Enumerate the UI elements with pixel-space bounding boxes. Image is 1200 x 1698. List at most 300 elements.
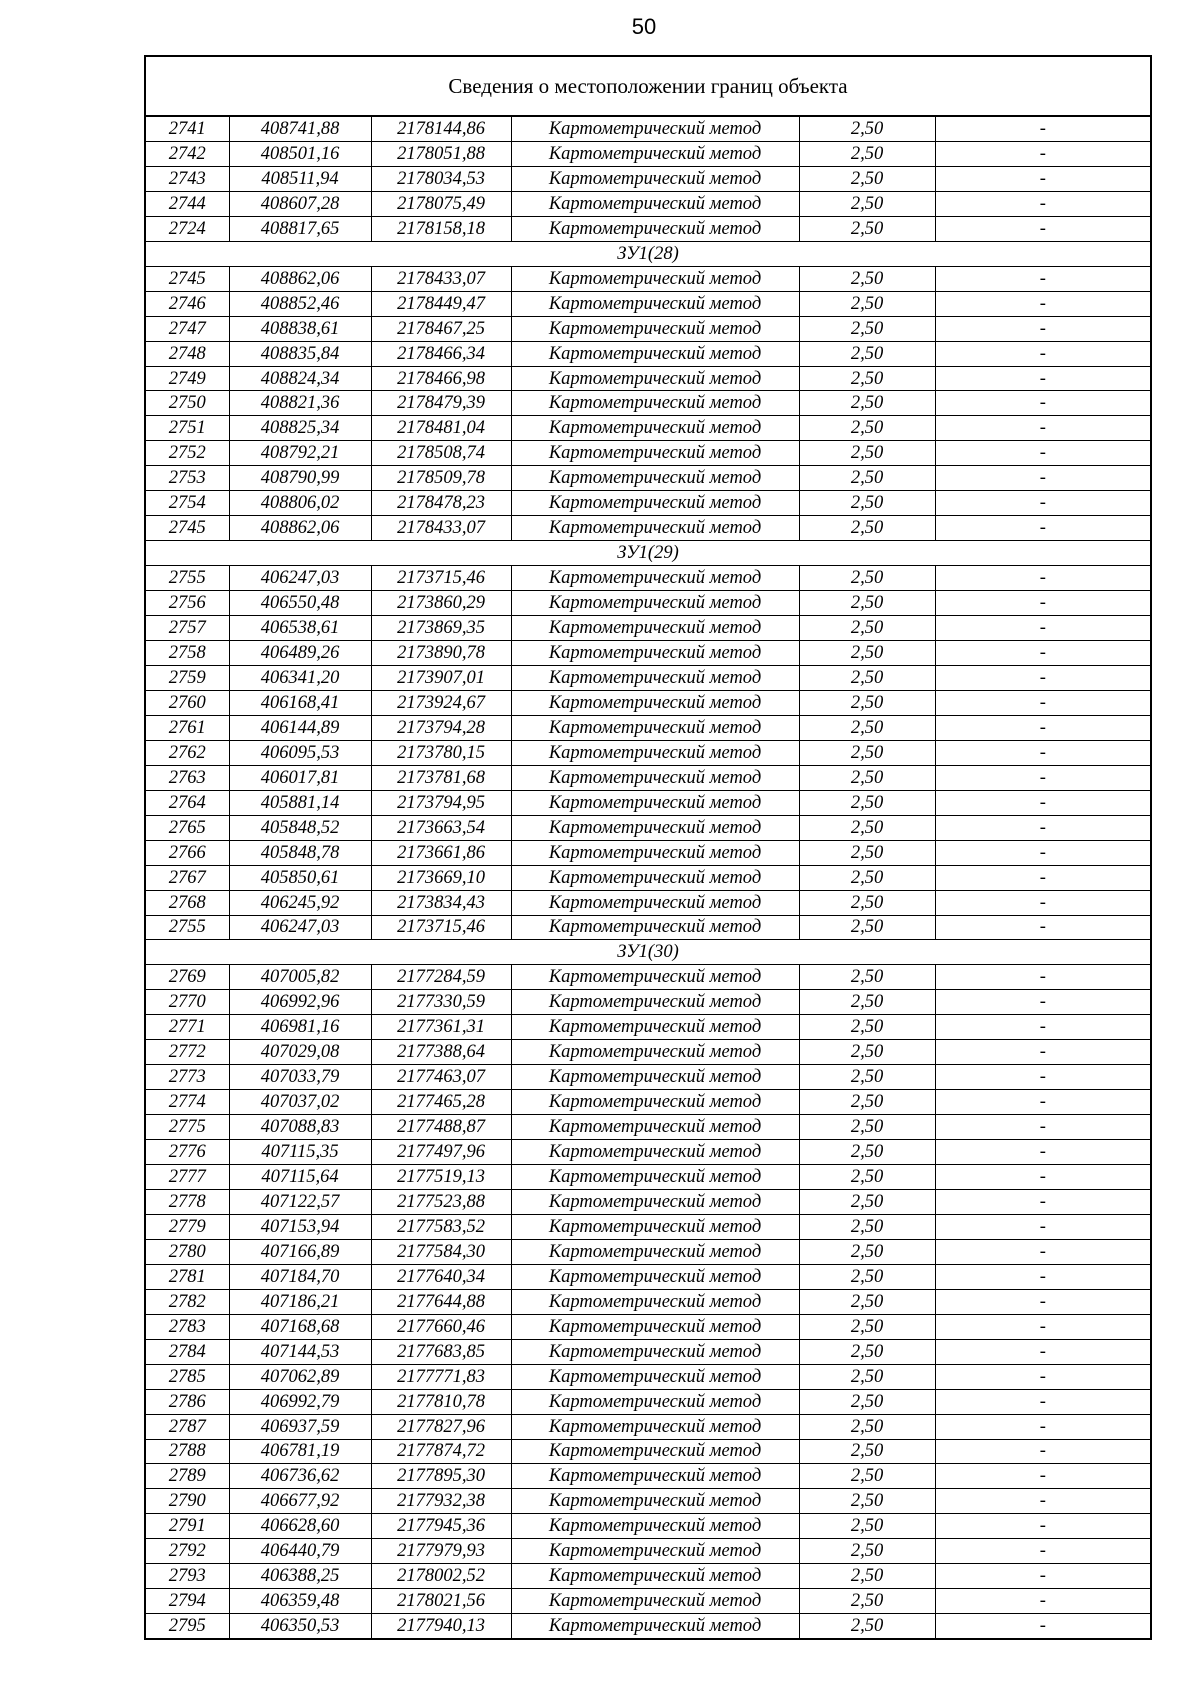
x-coordinate-cell: 405850,61 — [229, 865, 371, 890]
description-cell: - — [935, 416, 1151, 441]
x-coordinate-cell: 408835,84 — [229, 341, 371, 366]
description-cell: - — [935, 1090, 1151, 1115]
y-coordinate-cell: 2173663,54 — [371, 815, 511, 840]
accuracy-cell: 2,50 — [799, 1264, 935, 1289]
x-coordinate-cell: 407037,02 — [229, 1090, 371, 1115]
table-row — [145, 466, 1151, 491]
point-number-cell: 2787 — [145, 1414, 229, 1439]
method-cell: Картометрический метод — [511, 491, 799, 516]
point-number-cell: 2771 — [145, 1015, 229, 1040]
point-number-cell: 2767 — [145, 865, 229, 890]
table-row — [145, 366, 1151, 391]
point-number-cell: 2784 — [145, 1339, 229, 1364]
point-number-cell: 2751 — [145, 416, 229, 441]
accuracy-cell: 2,50 — [799, 765, 935, 790]
x-coordinate-cell: 405848,52 — [229, 815, 371, 840]
point-number-cell: 2766 — [145, 840, 229, 865]
accuracy-cell: 2,50 — [799, 291, 935, 316]
x-coordinate-cell: 407184,70 — [229, 1264, 371, 1289]
y-coordinate-cell: 2178051,88 — [371, 141, 511, 166]
y-coordinate-cell: 2177827,96 — [371, 1414, 511, 1439]
x-coordinate-cell: 407115,64 — [229, 1165, 371, 1190]
description-cell: - — [935, 1539, 1151, 1564]
y-coordinate-cell: 2177895,30 — [371, 1464, 511, 1489]
y-coordinate-cell: 2178467,25 — [371, 316, 511, 341]
table-row — [145, 715, 1151, 740]
accuracy-cell: 2,50 — [799, 815, 935, 840]
y-coordinate-cell: 2173669,10 — [371, 865, 511, 890]
accuracy-cell: 2,50 — [799, 790, 935, 815]
description-cell: - — [935, 665, 1151, 690]
method-cell: Картометрический метод — [511, 865, 799, 890]
description-cell: - — [935, 391, 1151, 416]
x-coordinate-cell: 406981,16 — [229, 1015, 371, 1040]
description-cell: - — [935, 166, 1151, 191]
table-row — [145, 1489, 1151, 1514]
section-header-row — [145, 541, 1151, 566]
x-coordinate-cell: 406245,92 — [229, 890, 371, 915]
table-row — [145, 1414, 1151, 1439]
y-coordinate-cell: 2173715,46 — [371, 566, 511, 591]
method-cell: Картометрический метод — [511, 391, 799, 416]
point-number-cell: 2782 — [145, 1289, 229, 1314]
method-cell: Картометрический метод — [511, 1389, 799, 1414]
point-number-cell: 2778 — [145, 1189, 229, 1214]
table-row — [145, 1389, 1151, 1414]
x-coordinate-cell: 406350,53 — [229, 1614, 371, 1639]
description-cell: - — [935, 1264, 1151, 1289]
description-cell: - — [935, 1065, 1151, 1090]
table-row — [145, 665, 1151, 690]
table-row — [145, 1214, 1151, 1239]
table-row — [145, 316, 1151, 341]
description-cell: - — [935, 965, 1151, 990]
x-coordinate-cell: 407153,94 — [229, 1214, 371, 1239]
description-cell: - — [935, 616, 1151, 641]
y-coordinate-cell: 2173794,95 — [371, 790, 511, 815]
point-number-cell: 2749 — [145, 366, 229, 391]
point-number-cell: 2773 — [145, 1065, 229, 1090]
description-cell: - — [935, 1439, 1151, 1464]
description-cell: - — [935, 990, 1151, 1015]
description-cell: - — [935, 1564, 1151, 1589]
description-cell: - — [935, 1589, 1151, 1614]
accuracy-cell: 2,50 — [799, 915, 935, 940]
method-cell: Картометрический метод — [511, 216, 799, 241]
accuracy-cell: 2,50 — [799, 1065, 935, 1090]
point-number-cell: 2793 — [145, 1564, 229, 1589]
y-coordinate-cell: 2178002,52 — [371, 1564, 511, 1589]
accuracy-cell: 2,50 — [799, 616, 935, 641]
accuracy-cell: 2,50 — [799, 641, 935, 666]
x-coordinate-cell: 408821,36 — [229, 391, 371, 416]
method-cell: Картометрический метод — [511, 141, 799, 166]
section-header-row — [145, 940, 1151, 965]
point-number-cell: 2756 — [145, 591, 229, 616]
accuracy-cell: 2,50 — [799, 366, 935, 391]
description-cell: - — [935, 1015, 1151, 1040]
table-title-row — [145, 56, 1151, 116]
y-coordinate-cell: 2177584,30 — [371, 1239, 511, 1264]
x-coordinate-cell: 407033,79 — [229, 1065, 371, 1090]
point-number-cell: 2724 — [145, 216, 229, 241]
method-cell: Картометрический метод — [511, 416, 799, 441]
x-coordinate-cell: 406168,41 — [229, 690, 371, 715]
x-coordinate-cell: 406550,48 — [229, 591, 371, 616]
y-coordinate-cell: 2177660,46 — [371, 1314, 511, 1339]
y-coordinate-cell: 2178509,78 — [371, 466, 511, 491]
description-cell: - — [935, 1389, 1151, 1414]
method-cell: Картометрический метод — [511, 815, 799, 840]
y-coordinate-cell: 2178021,56 — [371, 1589, 511, 1614]
point-number-cell: 2755 — [145, 915, 229, 940]
accuracy-cell: 2,50 — [799, 266, 935, 291]
accuracy-cell: 2,50 — [799, 990, 935, 1015]
page-number: 50 — [631, 14, 657, 39]
description-cell: - — [935, 316, 1151, 341]
method-cell: Картометрический метод — [511, 840, 799, 865]
method-cell: Картометрический метод — [511, 191, 799, 216]
y-coordinate-cell: 2173860,29 — [371, 591, 511, 616]
accuracy-cell: 2,50 — [799, 1239, 935, 1264]
section-label: ЗУ1(29) — [145, 541, 1151, 566]
table-row — [145, 1090, 1151, 1115]
y-coordinate-cell: 2178433,07 — [371, 516, 511, 541]
table-row — [145, 391, 1151, 416]
accuracy-cell: 2,50 — [799, 1564, 935, 1589]
table-row — [145, 566, 1151, 591]
point-number-cell: 2791 — [145, 1514, 229, 1539]
x-coordinate-cell: 406992,79 — [229, 1389, 371, 1414]
x-coordinate-cell: 406359,48 — [229, 1589, 371, 1614]
description-cell: - — [935, 216, 1151, 241]
x-coordinate-cell: 406017,81 — [229, 765, 371, 790]
table-row — [145, 690, 1151, 715]
x-coordinate-cell: 407029,08 — [229, 1040, 371, 1065]
description-cell: - — [935, 341, 1151, 366]
point-number-cell: 2790 — [145, 1489, 229, 1514]
table-row — [145, 790, 1151, 815]
y-coordinate-cell: 2173907,01 — [371, 665, 511, 690]
description-cell: - — [935, 266, 1151, 291]
accuracy-cell: 2,50 — [799, 665, 935, 690]
accuracy-cell: 2,50 — [799, 1314, 935, 1339]
y-coordinate-cell: 2177771,83 — [371, 1364, 511, 1389]
method-cell: Картометрический метод — [511, 740, 799, 765]
table-row — [145, 740, 1151, 765]
method-cell: Картометрический метод — [511, 341, 799, 366]
y-coordinate-cell: 2178478,23 — [371, 491, 511, 516]
x-coordinate-cell: 408852,46 — [229, 291, 371, 316]
table-row — [145, 516, 1151, 541]
method-cell: Картометрический метод — [511, 1364, 799, 1389]
point-number-cell: 2776 — [145, 1140, 229, 1165]
y-coordinate-cell: 2178481,04 — [371, 416, 511, 441]
accuracy-cell: 2,50 — [799, 1165, 935, 1190]
accuracy-cell: 2,50 — [799, 1289, 935, 1314]
table-row — [145, 1314, 1151, 1339]
table-row — [145, 1464, 1151, 1489]
table-row — [145, 1614, 1151, 1639]
description-cell: - — [935, 1614, 1151, 1639]
table-row — [145, 416, 1151, 441]
method-cell: Картометрический метод — [511, 715, 799, 740]
point-number-cell: 2783 — [145, 1314, 229, 1339]
y-coordinate-cell: 2178449,47 — [371, 291, 511, 316]
method-cell: Картометрический метод — [511, 915, 799, 940]
y-coordinate-cell: 2177519,13 — [371, 1165, 511, 1190]
description-cell: - — [935, 516, 1151, 541]
table-title: Сведения о местоположении границ объекта — [145, 56, 1151, 116]
table-row — [145, 1115, 1151, 1140]
method-cell: Картометрический метод — [511, 1214, 799, 1239]
y-coordinate-cell: 2178508,74 — [371, 441, 511, 466]
x-coordinate-cell: 406247,03 — [229, 566, 371, 591]
description-cell: - — [935, 1414, 1151, 1439]
method-cell: Картометрический метод — [511, 765, 799, 790]
x-coordinate-cell: 408862,06 — [229, 266, 371, 291]
table-row — [145, 1040, 1151, 1065]
description-cell: - — [935, 1040, 1151, 1065]
y-coordinate-cell: 2177463,07 — [371, 1065, 511, 1090]
accuracy-cell: 2,50 — [799, 1614, 935, 1639]
y-coordinate-cell: 2173661,86 — [371, 840, 511, 865]
table-row — [145, 266, 1151, 291]
point-number-cell: 2747 — [145, 316, 229, 341]
description-cell: - — [935, 1140, 1151, 1165]
table-row — [145, 1514, 1151, 1539]
y-coordinate-cell: 2173924,67 — [371, 690, 511, 715]
y-coordinate-cell: 2177465,28 — [371, 1090, 511, 1115]
point-number-cell: 2794 — [145, 1589, 229, 1614]
method-cell: Картометрический метод — [511, 1090, 799, 1115]
x-coordinate-cell: 408790,99 — [229, 466, 371, 491]
table-row — [145, 1239, 1151, 1264]
x-coordinate-cell: 406677,92 — [229, 1489, 371, 1514]
method-cell: Картометрический метод — [511, 1189, 799, 1214]
point-number-cell: 2741 — [145, 116, 229, 141]
method-cell: Картометрический метод — [511, 591, 799, 616]
description-cell: - — [935, 641, 1151, 666]
method-cell: Картометрический метод — [511, 990, 799, 1015]
accuracy-cell: 2,50 — [799, 1214, 935, 1239]
table-row — [145, 1065, 1151, 1090]
x-coordinate-cell: 407168,68 — [229, 1314, 371, 1339]
y-coordinate-cell: 2173794,28 — [371, 715, 511, 740]
x-coordinate-cell: 408862,06 — [229, 516, 371, 541]
x-coordinate-cell: 408607,28 — [229, 191, 371, 216]
section-label: ЗУ1(28) — [145, 241, 1151, 266]
y-coordinate-cell: 2173890,78 — [371, 641, 511, 666]
accuracy-cell: 2,50 — [799, 516, 935, 541]
y-coordinate-cell: 2173781,68 — [371, 765, 511, 790]
point-number-cell: 2761 — [145, 715, 229, 740]
y-coordinate-cell: 2178075,49 — [371, 191, 511, 216]
y-coordinate-cell: 2178144,86 — [371, 116, 511, 141]
x-coordinate-cell: 408511,94 — [229, 166, 371, 191]
point-number-cell: 2770 — [145, 990, 229, 1015]
accuracy-cell: 2,50 — [799, 391, 935, 416]
table-row — [145, 865, 1151, 890]
accuracy-cell: 2,50 — [799, 1589, 935, 1614]
accuracy-cell: 2,50 — [799, 116, 935, 141]
method-cell: Картометрический метод — [511, 790, 799, 815]
point-number-cell: 2758 — [145, 641, 229, 666]
method-cell: Картометрический метод — [511, 166, 799, 191]
x-coordinate-cell: 406628,60 — [229, 1514, 371, 1539]
y-coordinate-cell: 2177810,78 — [371, 1389, 511, 1414]
y-coordinate-cell: 2177523,88 — [371, 1189, 511, 1214]
x-coordinate-cell: 407005,82 — [229, 965, 371, 990]
accuracy-cell: 2,50 — [799, 1514, 935, 1539]
table-row — [145, 641, 1151, 666]
point-number-cell: 2762 — [145, 740, 229, 765]
table-row — [145, 216, 1151, 241]
description-cell: - — [935, 715, 1151, 740]
point-number-cell: 2763 — [145, 765, 229, 790]
method-cell: Картометрический метод — [511, 316, 799, 341]
x-coordinate-cell: 407122,57 — [229, 1189, 371, 1214]
table-row — [145, 1289, 1151, 1314]
x-coordinate-cell: 408817,65 — [229, 216, 371, 241]
description-cell: - — [935, 815, 1151, 840]
accuracy-cell: 2,50 — [799, 1140, 935, 1165]
accuracy-cell: 2,50 — [799, 890, 935, 915]
method-cell: Картометрический метод — [511, 1489, 799, 1514]
x-coordinate-cell: 407062,89 — [229, 1364, 371, 1389]
x-coordinate-cell: 406095,53 — [229, 740, 371, 765]
table-row — [145, 1439, 1151, 1464]
section-header-row — [145, 241, 1151, 266]
accuracy-cell: 2,50 — [799, 1090, 935, 1115]
x-coordinate-cell: 406388,25 — [229, 1564, 371, 1589]
point-number-cell: 2774 — [145, 1090, 229, 1115]
table-row — [145, 890, 1151, 915]
method-cell: Картометрический метод — [511, 366, 799, 391]
method-cell: Картометрический метод — [511, 1614, 799, 1639]
accuracy-cell: 2,50 — [799, 191, 935, 216]
accuracy-cell: 2,50 — [799, 216, 935, 241]
x-coordinate-cell: 408825,34 — [229, 416, 371, 441]
method-cell: Картометрический метод — [511, 1439, 799, 1464]
y-coordinate-cell: 2177388,64 — [371, 1040, 511, 1065]
description-cell: - — [935, 1189, 1151, 1214]
accuracy-cell: 2,50 — [799, 566, 935, 591]
table-row — [145, 1539, 1151, 1564]
table-row — [145, 1015, 1151, 1040]
method-cell: Картометрический метод — [511, 1015, 799, 1040]
description-cell: - — [935, 366, 1151, 391]
accuracy-cell: 2,50 — [799, 865, 935, 890]
accuracy-cell: 2,50 — [799, 1539, 935, 1564]
point-number-cell: 2752 — [145, 441, 229, 466]
point-number-cell: 2745 — [145, 266, 229, 291]
accuracy-cell: 2,50 — [799, 466, 935, 491]
table-row — [145, 990, 1151, 1015]
method-cell: Картометрический метод — [511, 1264, 799, 1289]
description-cell: - — [935, 566, 1151, 591]
description-cell: - — [935, 466, 1151, 491]
description-cell: - — [935, 690, 1151, 715]
point-number-cell: 2748 — [145, 341, 229, 366]
x-coordinate-cell: 407088,83 — [229, 1115, 371, 1140]
y-coordinate-cell: 2177932,38 — [371, 1489, 511, 1514]
y-coordinate-cell: 2177284,59 — [371, 965, 511, 990]
table-row — [145, 965, 1151, 990]
method-cell: Картометрический метод — [511, 1464, 799, 1489]
y-coordinate-cell: 2178466,98 — [371, 366, 511, 391]
point-number-cell: 2769 — [145, 965, 229, 990]
table-row — [145, 1165, 1151, 1190]
point-number-cell: 2772 — [145, 1040, 229, 1065]
point-number-cell: 2743 — [145, 166, 229, 191]
table-row — [145, 1564, 1151, 1589]
table-row — [145, 291, 1151, 316]
boundary-coordinates-table — [144, 55, 1152, 1640]
table-row — [145, 840, 1151, 865]
description-cell: - — [935, 1339, 1151, 1364]
point-number-cell: 2781 — [145, 1264, 229, 1289]
x-coordinate-cell: 406781,19 — [229, 1439, 371, 1464]
x-coordinate-cell: 407115,35 — [229, 1140, 371, 1165]
point-number-cell: 2777 — [145, 1165, 229, 1190]
y-coordinate-cell: 2177940,13 — [371, 1614, 511, 1639]
point-number-cell: 2780 — [145, 1239, 229, 1264]
description-cell: - — [935, 1364, 1151, 1389]
point-number-cell: 2760 — [145, 690, 229, 715]
x-coordinate-cell: 408806,02 — [229, 491, 371, 516]
method-cell: Картометрический метод — [511, 1589, 799, 1614]
accuracy-cell: 2,50 — [799, 316, 935, 341]
x-coordinate-cell: 406489,26 — [229, 641, 371, 666]
x-coordinate-cell: 406144,89 — [229, 715, 371, 740]
description-cell: - — [935, 591, 1151, 616]
y-coordinate-cell: 2177979,93 — [371, 1539, 511, 1564]
y-coordinate-cell: 2177683,85 — [371, 1339, 511, 1364]
description-cell: - — [935, 291, 1151, 316]
y-coordinate-cell: 2178466,34 — [371, 341, 511, 366]
accuracy-cell: 2,50 — [799, 1414, 935, 1439]
method-cell: Картометрический метод — [511, 1165, 799, 1190]
description-cell: - — [935, 790, 1151, 815]
description-cell: - — [935, 1214, 1151, 1239]
y-coordinate-cell: 2178158,18 — [371, 216, 511, 241]
point-number-cell: 2789 — [145, 1464, 229, 1489]
accuracy-cell: 2,50 — [799, 416, 935, 441]
description-cell: - — [935, 840, 1151, 865]
accuracy-cell: 2,50 — [799, 1115, 935, 1140]
point-number-cell: 2754 — [145, 491, 229, 516]
y-coordinate-cell: 2177874,72 — [371, 1439, 511, 1464]
table-row — [145, 166, 1151, 191]
section-label: ЗУ1(30) — [145, 940, 1151, 965]
method-cell: Картометрический метод — [511, 1239, 799, 1264]
accuracy-cell: 2,50 — [799, 441, 935, 466]
method-cell: Картометрический метод — [511, 641, 799, 666]
table-row — [145, 341, 1151, 366]
table-row — [145, 1589, 1151, 1614]
x-coordinate-cell: 408741,88 — [229, 116, 371, 141]
x-coordinate-cell: 406440,79 — [229, 1539, 371, 1564]
description-cell: - — [935, 1115, 1151, 1140]
point-number-cell: 2755 — [145, 566, 229, 591]
table-row — [145, 915, 1151, 940]
point-number-cell: 2744 — [145, 191, 229, 216]
accuracy-cell: 2,50 — [799, 1464, 935, 1489]
point-number-cell: 2779 — [145, 1214, 229, 1239]
x-coordinate-cell: 406736,62 — [229, 1464, 371, 1489]
table-row — [145, 1189, 1151, 1214]
